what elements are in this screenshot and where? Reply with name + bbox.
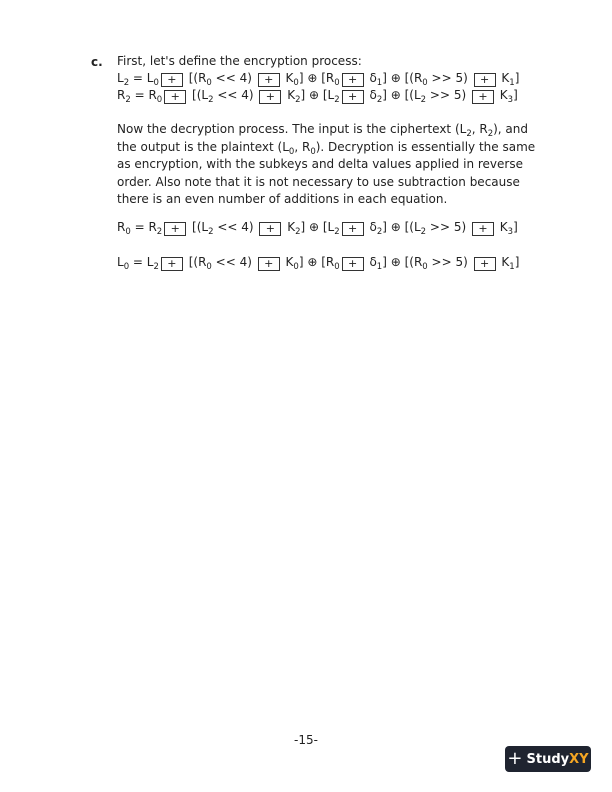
boxed-plus-operator: + xyxy=(259,222,281,236)
plus-icon: + xyxy=(507,748,523,769)
boxed-plus-operator: + xyxy=(472,90,494,104)
equation-term: ] xyxy=(514,255,520,269)
equation-term: L xyxy=(117,71,124,85)
equation-term: K xyxy=(283,220,296,234)
equation-term: δ xyxy=(365,220,377,234)
equation-subscript: 0 xyxy=(206,262,212,272)
equation-subscript: 0 xyxy=(422,262,428,272)
boxed-plus-operator: + xyxy=(258,257,280,271)
equation-subscript: 0 xyxy=(422,78,428,88)
equation-subscript: 0 xyxy=(123,262,130,272)
equation-term: ] xyxy=(514,71,520,85)
equation-term: ] ⊕ [(R xyxy=(382,71,423,85)
equation-term: L xyxy=(117,255,124,269)
equation-subscript: 3 xyxy=(507,227,514,237)
boxed-plus-operator: + xyxy=(259,90,281,104)
equation-subscript: 1 xyxy=(376,78,383,88)
equation-subscript: 0 xyxy=(293,262,299,272)
paragraph-line: the output is the plaintext ($L_0$, $R_0$). Decryption is essentially the same xyxy=(117,139,536,157)
equation-term: ] ⊕ [(R xyxy=(382,255,423,269)
paragraph-line: as encryption, with the subkeys and delta values applied in reverse xyxy=(117,157,523,171)
boxed-plus-operator: + xyxy=(164,90,186,104)
equation-enc-l2 xyxy=(117,70,557,87)
equation-subscript: 2 xyxy=(376,227,383,237)
equation-dec-l0 xyxy=(117,254,557,271)
equation-term: K xyxy=(497,71,510,85)
equation-subscript: 2 xyxy=(376,95,383,105)
equation-subscript: 1 xyxy=(376,262,383,272)
equation-term: << 4) xyxy=(211,255,256,269)
equation-term: [(L xyxy=(188,88,209,102)
boxed-plus-operator: + xyxy=(342,222,364,236)
equation-term: >> 5) xyxy=(426,220,470,234)
equation-term: K xyxy=(497,255,510,269)
equation-subscript: 2 xyxy=(125,95,131,105)
equation-subscript: 0 xyxy=(334,262,340,272)
equation-subscript: 2 xyxy=(295,95,301,105)
equation-subscript: 2 xyxy=(420,227,427,237)
equation-term: >> 5) xyxy=(427,71,472,85)
equation-term: L xyxy=(146,255,154,269)
equation-dec-r0 xyxy=(117,219,557,236)
equation-term: << 4) xyxy=(213,220,258,234)
equation-subscript: 0 xyxy=(334,78,340,88)
equation-term: K xyxy=(281,255,294,269)
equation-subscript: 2 xyxy=(420,95,427,105)
equation-term: ] ⊕ [R xyxy=(298,71,335,85)
brand-study: Study xyxy=(526,751,570,767)
equation-term: [(R xyxy=(184,255,207,269)
equation-term: δ xyxy=(365,88,377,102)
equation-term: ] xyxy=(513,88,518,102)
equation-subscript: 2 xyxy=(153,262,159,272)
equation-term: [(R xyxy=(184,71,207,85)
equation-term: ] xyxy=(513,220,518,234)
equation-subscript: 2 xyxy=(334,227,340,237)
equation-term: R xyxy=(117,88,126,102)
equation-subscript: 0 xyxy=(153,78,159,88)
equation-term: >> 5) xyxy=(427,255,472,269)
boxed-plus-operator: + xyxy=(164,222,186,236)
decryption-equation-block xyxy=(117,219,557,236)
equation-term: ] ⊕ [(L xyxy=(382,88,421,102)
equation-term: << 4) xyxy=(213,88,258,102)
equation-term: δ xyxy=(365,71,377,85)
paragraph-line: order. Also note that it is not necessary to use subtraction because xyxy=(117,174,520,189)
equation-subscript: 1 xyxy=(509,262,515,272)
equation-subscript: 2 xyxy=(208,95,214,105)
equation-term: K xyxy=(281,71,294,85)
equation-subscript: 0 xyxy=(206,78,212,88)
equation-subscript: 2 xyxy=(295,227,301,237)
equation-term: δ xyxy=(365,255,377,269)
boxed-plus-operator: + xyxy=(342,73,364,87)
equation-term: = xyxy=(129,255,147,269)
decryption-equation-block xyxy=(117,254,557,271)
boxed-plus-operator: + xyxy=(474,73,496,87)
equation-term: = xyxy=(129,71,147,85)
boxed-plus-operator: + xyxy=(474,257,496,271)
equation-subscript: 0 xyxy=(125,227,131,237)
equation-subscript: 1 xyxy=(509,78,515,88)
equation-term: K xyxy=(495,220,508,234)
boxed-plus-operator: + xyxy=(161,257,183,271)
equation-term: ] ⊕ [L xyxy=(300,220,335,234)
boxed-plus-operator: + xyxy=(258,73,280,87)
equation-term: R xyxy=(117,220,126,234)
equation-enc-r2 xyxy=(117,87,557,104)
paragraph-line: Now the decryption process. The input is the ciphertext ($L_2$, $R_2$), and xyxy=(117,122,529,139)
equation-subscript: 2 xyxy=(156,227,163,237)
equation-subscript: 2 xyxy=(123,78,130,88)
equation-term: R xyxy=(148,88,157,102)
equation-term: = xyxy=(130,88,149,102)
equation-subscript: 3 xyxy=(507,95,514,105)
equation-term: L xyxy=(146,71,154,85)
equation-term: [(L xyxy=(188,220,209,234)
equation-term: K xyxy=(495,88,508,102)
boxed-plus-operator: + xyxy=(342,90,364,104)
equation-term: ] ⊕ [(L xyxy=(382,220,421,234)
boxed-plus-operator: + xyxy=(161,73,183,87)
equation-subscript: 2 xyxy=(334,95,340,105)
paragraph-line: there is an even number of additions in each equation. xyxy=(117,192,448,206)
equation-term: K xyxy=(283,88,296,102)
page-number: -15- xyxy=(294,733,318,747)
brand-xy: XY xyxy=(569,751,589,767)
equation-term: R xyxy=(148,220,157,234)
equation-subscript: 2 xyxy=(208,227,214,237)
equation-term: = xyxy=(130,220,149,234)
studyxy-logo xyxy=(505,746,591,772)
boxed-plus-operator: + xyxy=(342,257,364,271)
equation-term: ] ⊕ [L xyxy=(300,88,335,102)
equation-subscript: 0 xyxy=(156,95,163,105)
encryption-section xyxy=(117,53,557,104)
equation-subscript: 0 xyxy=(293,78,299,88)
decryption-paragraph xyxy=(117,121,557,209)
boxed-plus-operator: + xyxy=(472,222,494,236)
equation-term: >> 5) xyxy=(426,88,470,102)
equation-term: << 4) xyxy=(211,71,256,85)
item-marker: c. xyxy=(91,55,103,69)
equation-term: ] ⊕ [R xyxy=(298,255,335,269)
intro-text: First, let's define the encryption process: xyxy=(117,54,362,68)
